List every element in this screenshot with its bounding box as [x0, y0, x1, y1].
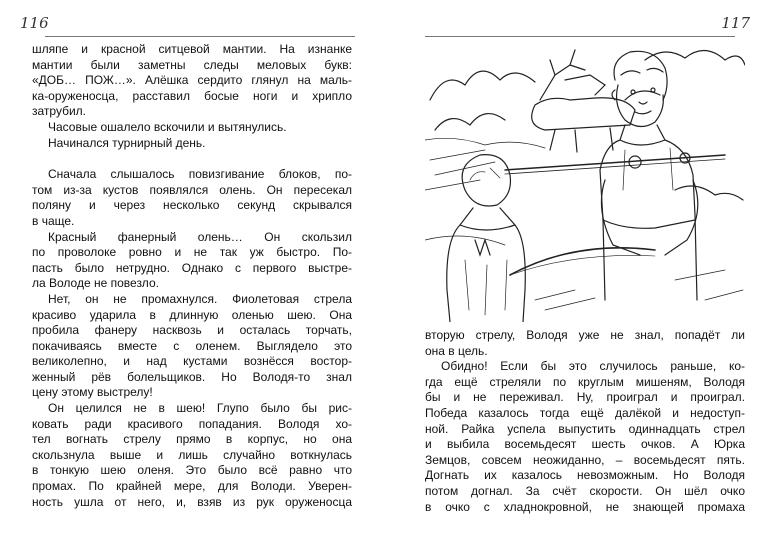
- text-line: цену этому выстрелу!: [32, 385, 153, 400]
- text-line: великолепно, и над кустами вознёсся востор-: [32, 354, 352, 369]
- text-line: гда ещё стреляли по круглым мишеням, Володя: [425, 374, 745, 389]
- body-text: [425, 328, 745, 515]
- text-line: вторую стрелу, Володя уже не знал, попадёт ли: [425, 328, 745, 342]
- text-line: Земцов, совсем неожиданно, – восемьдесят пять.: [425, 452, 745, 467]
- text-line: красиво ударила в длинную оленью шею. Она: [32, 307, 352, 322]
- text-line: она в цель.: [425, 343, 488, 358]
- text-line: в очко с хладнокровной, не знающей промаха: [425, 499, 745, 514]
- text-line: скользнула выше и лишь случайно воткнулась: [32, 447, 352, 462]
- text-line: Победа казалось тогда ещё далёкой и недоступ-: [425, 405, 745, 420]
- text-line: поляну и через несколько секунд скрывался: [32, 198, 352, 213]
- text-line: пасть было нетрудно. Однако с первого выстре-: [32, 260, 352, 275]
- header-rule: [425, 36, 735, 37]
- illustration: [425, 40, 745, 322]
- text-line: женный рёв болельщиков. Но Володя-то знал: [32, 369, 352, 384]
- page-number: 117: [721, 14, 750, 32]
- text-line: и выбила восемьдесят шесть очков. А Юрка: [425, 437, 745, 452]
- text-line: «ДОБ… ПОЖ…». Алёшка сердито глянул на маль-: [32, 73, 352, 88]
- text-line: ка-оруженосца, расставил босые ноги и хрипло: [32, 88, 352, 103]
- text-line: ковать ради красивого попадания. Володя хо-: [32, 416, 352, 431]
- text-line: Часовые ошалело вскочили и вытянулись.: [48, 119, 287, 134]
- text-line: по проволоке ровно и не так уж быстро. По-: [32, 245, 352, 260]
- text-line: ла Володе не повезло.: [32, 276, 159, 291]
- page-number: 116: [20, 14, 49, 32]
- text-line: Он целился не в шею! Глупо было бы рис-: [48, 401, 352, 416]
- text-line: бы и не переживал. Ну, проиграл и проиграл.: [425, 390, 745, 405]
- text-line: затрубил.: [32, 104, 86, 119]
- header-rule: [45, 36, 355, 37]
- text-line: потом догнал. За счёт скорости. Он шёл очко: [425, 483, 745, 498]
- text-line: в тонкую шею оленя. Это было всё равно что: [32, 463, 352, 478]
- text-line: ность ушла от него, и, взяв из рук оруженосца: [32, 494, 352, 509]
- body-text: [32, 42, 352, 510]
- text-line: в чаще.: [32, 213, 75, 228]
- text-line: Нет, он не промахнулся. Фиолетовая стрела: [48, 291, 352, 306]
- text-line: промах. По крайней мере, для Володи. Уверен-: [32, 479, 352, 494]
- text-line: Начинался турнирный день.: [48, 135, 206, 150]
- right-page: [385, 0, 770, 549]
- text-line: шляпе и красной ситцевой мантии. На изнанке: [32, 42, 352, 56]
- paragraph-gap: [32, 151, 352, 167]
- text-line: том из-за кустов появлялся олень. Он пересекал: [32, 182, 352, 197]
- text-line: покачиваясь вместе с оленем. Выглядело это: [32, 338, 352, 353]
- text-line: Сначала слышалось повизгивание блоков, по-: [48, 167, 352, 182]
- text-line: мантии были заметны следы меловых букв:: [32, 57, 352, 72]
- text-line: ной. Райка успела выпустить одиннадцать стрел: [425, 421, 745, 436]
- text-line: тел вогнать стрелу прямо в корпус, но она: [32, 432, 352, 447]
- text-line: Обидно! Если бы это случилось раньше, ко-: [441, 359, 745, 374]
- text-line: Красный фанерный олень… Он скользил: [48, 229, 352, 244]
- text-line: Догнать их казалось невозможным. Но Володя: [425, 468, 745, 483]
- text-line: пробила фанеру насквозь и осталась торчать,: [32, 323, 352, 338]
